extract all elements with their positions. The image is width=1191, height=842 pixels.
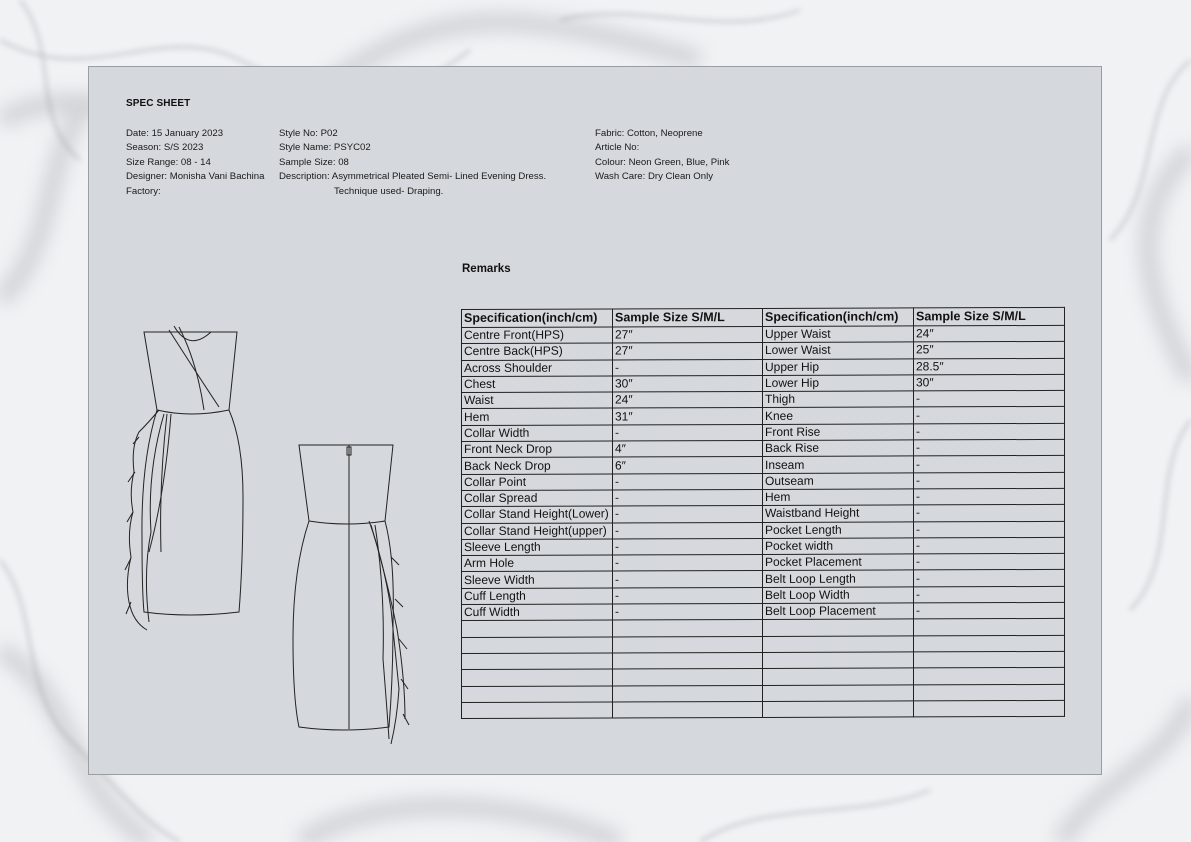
table-cell (763, 668, 914, 685)
table-cell: Knee (763, 407, 914, 424)
table-cell (613, 701, 763, 718)
article-no-field: Article No: (595, 142, 640, 154)
column-header: Sample Size S/M/L (613, 308, 763, 327)
table-cell: 24″ (613, 392, 763, 409)
table-cell: - (613, 424, 763, 441)
style-no-field: Style No: P02 (279, 128, 338, 139)
table-cell: - (914, 472, 1065, 489)
table-row (462, 700, 1065, 718)
table-cell: Belt Loop Placement (763, 603, 914, 620)
table-cell: Back Neck Drop (462, 457, 613, 474)
table-cell: 27″ (613, 343, 763, 360)
table-cell: Outseam (763, 473, 914, 490)
table-cell: 28.5″ (914, 358, 1065, 375)
table-body (462, 325, 1065, 718)
table-cell (763, 701, 914, 718)
table-cell: 24″ (914, 325, 1065, 342)
spec-sheet-panel (88, 66, 1102, 775)
table-cell (613, 652, 763, 669)
table-cell: Sleeve Width (462, 571, 613, 588)
info-column-3 (595, 127, 729, 185)
table-cell: Back Rise (763, 440, 914, 457)
table-cell: - (914, 456, 1065, 473)
dress-back-sketch (287, 439, 427, 754)
table-cell: - (914, 391, 1065, 408)
table-cell (914, 668, 1065, 685)
factory-field: Factory: (126, 185, 161, 197)
table-cell (462, 620, 613, 637)
table-cell (914, 700, 1065, 717)
table-cell: - (914, 521, 1065, 538)
column-header: Specification(inch/cm) (763, 308, 914, 327)
info-column-2 (279, 127, 546, 199)
table-cell (613, 636, 763, 653)
wash-care-field: Wash Care: Dry Clean Only (595, 171, 714, 183)
table-cell: Lower Hip (763, 375, 914, 392)
table-cell: Waist (462, 392, 613, 409)
table-cell: 27″ (613, 326, 763, 343)
table-cell: Thigh (763, 391, 914, 408)
table-cell: Hem (763, 489, 914, 506)
table-cell: Hem (462, 408, 613, 425)
technique-field: Technique used- Draping. (334, 185, 444, 197)
style-name-field: Style Name: PSYC02 (279, 142, 371, 154)
fabric-field: Fabric: Cotton, Neoprene (595, 128, 703, 139)
table-cell (613, 669, 763, 686)
column-header: Specification(inch/cm) (462, 309, 613, 328)
table-cell: Pocket width (763, 538, 914, 555)
table-cell: - (613, 571, 763, 588)
table-cell: - (914, 407, 1065, 424)
sheet-title: SPEC SHEET (126, 98, 191, 109)
table-cell (763, 619, 914, 636)
table-cell: Front Neck Drop (462, 441, 613, 458)
table-cell: - (613, 473, 763, 490)
table-cell: - (613, 555, 763, 572)
table-cell: Front Rise (763, 424, 914, 441)
colour-field: Colour: Neon Green, Blue, Pink (595, 156, 730, 168)
date-field: Date: 15 January 2023 (126, 128, 224, 139)
table-cell: - (613, 538, 763, 555)
table-cell: Centre Front(HPS) (462, 327, 613, 344)
table-cell: Collar Stand Height(upper) (462, 523, 613, 540)
table-cell: Cuff Width (462, 604, 613, 621)
table-cell: 4″ (613, 441, 763, 458)
table-cell (462, 637, 613, 654)
table-cell: - (914, 537, 1065, 554)
table-cell (914, 635, 1065, 652)
table-cell: Pocket Placement (763, 554, 914, 571)
table-cell: Belt Loop Width (763, 587, 914, 604)
season-field: Season: S/S 2023 (126, 142, 204, 154)
table-cell: 25″ (914, 342, 1065, 359)
table-cell: 31″ (613, 408, 763, 425)
table-cell: - (613, 506, 763, 523)
table-cell (462, 686, 613, 703)
table-cell: - (914, 505, 1065, 522)
table-cell: Collar Spread (462, 490, 613, 507)
table-cell: Chest (462, 376, 613, 393)
table-cell (462, 669, 613, 686)
remarks-label: Remarks (462, 263, 511, 275)
table-cell: - (613, 603, 763, 620)
table-cell: 30″ (613, 375, 763, 392)
table-cell: Arm Hole (462, 555, 613, 572)
table-cell: - (613, 489, 763, 506)
table-cell (914, 651, 1065, 668)
table-cell: Across Shoulder (462, 360, 613, 377)
table-cell: Inseam (763, 456, 914, 473)
table-cell (613, 685, 763, 702)
size-range-field: Size Range: 08 - 14 (126, 156, 211, 168)
info-column-1 (126, 127, 264, 199)
table-cell: - (914, 423, 1065, 440)
description-field: Description: Asymmetrical Pleated Semi- Lined Evening Dress. (279, 171, 547, 183)
table-cell: Collar Point (462, 474, 613, 491)
table-cell (763, 684, 914, 701)
table-cell (763, 652, 914, 669)
table-cell: - (914, 602, 1065, 619)
table-cell (462, 702, 613, 719)
table-cell (914, 619, 1065, 636)
table-cell: Cuff Length (462, 588, 613, 605)
dress-front-sketch (119, 322, 254, 637)
table-cell (462, 653, 613, 670)
table-cell: Upper Hip (763, 359, 914, 376)
designer-field: Designer: Monisha Vani Bachina (126, 171, 265, 183)
table-cell (613, 620, 763, 637)
table-cell (914, 684, 1065, 701)
table-cell: - (914, 570, 1065, 587)
table-cell: Pocket Length (763, 521, 914, 538)
table-cell: Upper Waist (763, 326, 914, 343)
table-cell: - (914, 488, 1065, 505)
table-cell: Waistband Height (763, 505, 914, 522)
table-cell: Collar Stand Height(Lower) (462, 506, 613, 523)
table-cell: Collar Width (462, 425, 613, 442)
table-cell: - (914, 554, 1065, 571)
table-cell: - (914, 439, 1065, 456)
table-cell: Centre Back(HPS) (462, 343, 613, 360)
table-header-row (462, 307, 1065, 327)
table-cell: Sleeve Length (462, 539, 613, 556)
measurement-table (461, 307, 1065, 719)
table-cell (763, 636, 914, 653)
table-cell: - (613, 587, 763, 604)
table-cell: - (613, 522, 763, 539)
sample-size-field: Sample Size: 08 (279, 156, 349, 168)
table-cell: Belt Loop Length (763, 570, 914, 587)
column-header: Sample Size S/M/L (914, 307, 1065, 326)
table-cell: Lower Waist (763, 342, 914, 359)
table-cell: - (914, 586, 1065, 603)
table-cell: 30″ (914, 374, 1065, 391)
table-cell: 6″ (613, 457, 763, 474)
table-cell: - (613, 359, 763, 376)
